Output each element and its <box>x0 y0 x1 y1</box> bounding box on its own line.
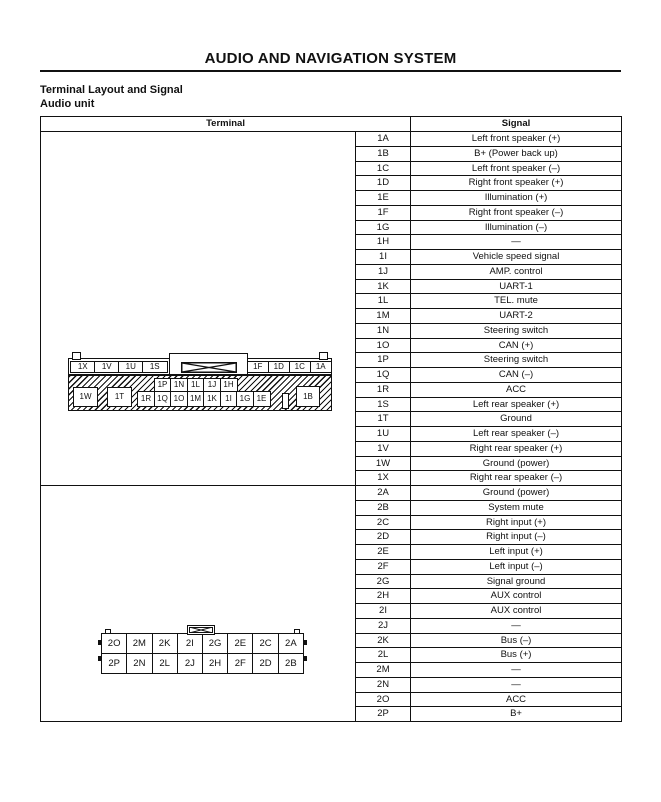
terminal-code: 1U <box>356 427 411 442</box>
page-title: AUDIO AND NAVIGATION SYSTEM <box>204 50 457 67</box>
terminal-code: 1M <box>356 309 411 324</box>
signal-value: Vehicle speed signal <box>411 250 622 265</box>
terminal-cell-2f: 2F <box>228 654 253 674</box>
terminal-cell-1j: 1J <box>203 378 221 393</box>
signal-value: Illumination (+) <box>411 191 622 206</box>
terminal-cell-1a: 1A <box>310 361 333 374</box>
connector2-diagram <box>101 625 304 675</box>
terminal-code: 1Q <box>356 368 411 383</box>
terminal-code: 2M <box>356 663 411 678</box>
terminal-cell-2a: 2A <box>278 634 303 654</box>
terminal-cell-1n: 1N <box>170 378 188 393</box>
terminal-cell-1o: 1O <box>170 391 188 407</box>
section-title: Terminal Layout and Signal <box>40 84 183 96</box>
terminal-cell-1m: 1M <box>187 391 205 407</box>
terminal-cell-1e: 1E <box>253 391 271 407</box>
terminal-code: 1I <box>356 250 411 265</box>
terminal-cell-2c: 2C <box>253 634 278 654</box>
terminal-code: 2G <box>356 574 411 589</box>
connector2-side-notch <box>98 640 101 645</box>
terminal-cell-1q: 1Q <box>154 391 172 407</box>
terminal-code: 1A <box>356 132 411 147</box>
signal-value: Left front speaker (–) <box>411 161 622 176</box>
signal-value: Steering switch <box>411 353 622 368</box>
connector1-right-corner-tab-icon <box>319 352 328 360</box>
table-row <box>41 132 622 147</box>
signal-value: Right front speaker (–) <box>411 205 622 220</box>
terminal-cell-2i: 2I <box>177 634 202 654</box>
signal-value: ACC <box>411 382 622 397</box>
terminal-code: 1L <box>356 294 411 309</box>
terminal-code: 2D <box>356 530 411 545</box>
signal-value: Bus (+) <box>411 648 622 663</box>
signal-value: Signal ground <box>411 574 622 589</box>
terminal-code: 2I <box>356 604 411 619</box>
terminal-cell-1x: 1X <box>70 361 96 374</box>
terminal-cell-2p: 2P <box>102 654 127 674</box>
connector2-side-notch <box>304 656 307 661</box>
signal-value: Left rear speaker (–) <box>411 427 622 442</box>
subsection-title: Audio unit <box>40 98 95 110</box>
table-header-row <box>41 117 622 132</box>
signal-value: ACC <box>411 692 622 707</box>
signal-value: UART-1 <box>411 279 622 294</box>
signal-value: AUX control <box>411 589 622 604</box>
signal-value: Right front speaker (+) <box>411 176 622 191</box>
signal-value: System mute <box>411 500 622 515</box>
terminal-code: 2F <box>356 559 411 574</box>
terminal-cell-2o: 2O <box>102 634 127 654</box>
terminal-code: 1C <box>356 161 411 176</box>
terminal-cell-2n: 2N <box>127 654 152 674</box>
signal-value: Left input (+) <box>411 545 622 560</box>
terminal-code: 1J <box>356 264 411 279</box>
signal-value: Left front speaker (+) <box>411 132 622 147</box>
signal-value: CAN (+) <box>411 338 622 353</box>
terminal-code: 1R <box>356 382 411 397</box>
terminal-signal-table <box>40 116 622 722</box>
signal-value: Right rear speaker (+) <box>411 441 622 456</box>
connector-key-symbol-icon <box>189 627 213 633</box>
terminal-cell-1t: 1T <box>107 387 132 407</box>
connector2-right-corner-tab-icon <box>294 629 300 634</box>
signal-value: B+ (Power back up) <box>411 146 622 161</box>
terminal-code: 2L <box>356 648 411 663</box>
terminal-code: 1T <box>356 412 411 427</box>
terminal-code: 2O <box>356 692 411 707</box>
terminal-cell-1g: 1G <box>236 391 254 407</box>
terminal-cell-1i: 1I <box>220 391 238 407</box>
terminal-code: 1N <box>356 323 411 338</box>
terminal-cell-1u: 1U <box>118 361 144 374</box>
terminal-cell-1s: 1S <box>142 361 168 374</box>
connector2-diagram-cell <box>41 486 356 722</box>
connector2-pin-grid <box>101 633 304 674</box>
connector2-pin-row <box>102 634 304 654</box>
connector1-diagram-cell <box>41 132 356 486</box>
terminal-cell-2h: 2H <box>202 654 227 674</box>
terminal-code: 1K <box>356 279 411 294</box>
connector-key-symbol-icon <box>181 362 237 373</box>
terminal-code: 1E <box>356 191 411 206</box>
title-underline <box>40 70 621 72</box>
terminal-cell-2m: 2M <box>127 634 152 654</box>
table-row <box>41 486 622 501</box>
terminal-cell-1f: 1F <box>247 361 270 374</box>
connector1-divider-bar <box>282 393 289 409</box>
signal-value: Illumination (–) <box>411 220 622 235</box>
terminal-table-body <box>41 132 622 722</box>
terminal-cell-2d: 2D <box>253 654 278 674</box>
connector2-left-corner-tab-icon <box>105 629 111 634</box>
signal-value: Right input (+) <box>411 515 622 530</box>
terminal-code: 1X <box>356 471 411 486</box>
signal-value: Bus (–) <box>411 633 622 648</box>
terminal-code: 2A <box>356 486 411 501</box>
terminal-code: 2K <box>356 633 411 648</box>
signal-column-header: Signal <box>411 117 622 132</box>
terminal-cell-2e: 2E <box>228 634 253 654</box>
signal-value: B+ <box>411 707 622 722</box>
signal-value: — <box>411 677 622 692</box>
connector1-diagram <box>68 352 332 411</box>
terminal-cell-1c: 1C <box>289 361 312 374</box>
terminal-column-header: Terminal <box>41 117 411 132</box>
terminal-cell-2b: 2B <box>278 654 303 674</box>
signal-value: CAN (–) <box>411 368 622 383</box>
signal-value: Steering switch <box>411 323 622 338</box>
terminal-code: 2P <box>356 707 411 722</box>
signal-value: — <box>411 618 622 633</box>
signal-value: — <box>411 235 622 250</box>
signal-value: Ground (power) <box>411 486 622 501</box>
terminal-code: 2H <box>356 589 411 604</box>
signal-value: Right input (–) <box>411 530 622 545</box>
terminal-cell-2j: 2J <box>177 654 202 674</box>
terminal-code: 1W <box>356 456 411 471</box>
terminal-code: 1F <box>356 205 411 220</box>
connector1-left-corner-tab-icon <box>72 352 81 360</box>
connector2-side-notch <box>98 656 101 661</box>
signal-value: Left input (–) <box>411 559 622 574</box>
terminal-code: 1O <box>356 338 411 353</box>
signal-value: Ground (power) <box>411 456 622 471</box>
terminal-cell-1l: 1L <box>187 378 205 393</box>
terminal-cell-1b: 1B <box>296 386 320 407</box>
terminal-cell-1p: 1P <box>154 378 172 393</box>
signal-value: Left rear speaker (+) <box>411 397 622 412</box>
signal-value: Right rear speaker (–) <box>411 471 622 486</box>
terminal-code: 2B <box>356 500 411 515</box>
terminal-cell-1k: 1K <box>203 391 221 407</box>
terminal-code: 1P <box>356 353 411 368</box>
terminal-code: 2C <box>356 515 411 530</box>
terminal-cell-1h: 1H <box>220 378 238 393</box>
terminal-code: 1S <box>356 397 411 412</box>
terminal-cell-1w: 1W <box>73 387 98 407</box>
signal-value: Ground <box>411 412 622 427</box>
connector2-pin-row <box>102 654 304 674</box>
terminal-code: 1H <box>356 235 411 250</box>
terminal-cell-2k: 2K <box>152 634 177 654</box>
terminal-cell-2g: 2G <box>202 634 227 654</box>
terminal-cell-1d: 1D <box>268 361 291 374</box>
terminal-cell-1v: 1V <box>94 361 120 374</box>
signal-value: UART-2 <box>411 309 622 324</box>
signal-value: TEL. mute <box>411 294 622 309</box>
signal-value: AUX control <box>411 604 622 619</box>
terminal-cell-2l: 2L <box>152 654 177 674</box>
connector2-side-notch <box>304 640 307 645</box>
terminal-code: 1V <box>356 441 411 456</box>
signal-value: — <box>411 663 622 678</box>
terminal-code: 1B <box>356 146 411 161</box>
terminal-code: 2N <box>356 677 411 692</box>
terminal-code: 1D <box>356 176 411 191</box>
terminal-code: 2J <box>356 618 411 633</box>
terminal-code: 2E <box>356 545 411 560</box>
terminal-cell-1r: 1R <box>137 391 155 407</box>
terminal-code: 1G <box>356 220 411 235</box>
signal-value: AMP. control <box>411 264 622 279</box>
